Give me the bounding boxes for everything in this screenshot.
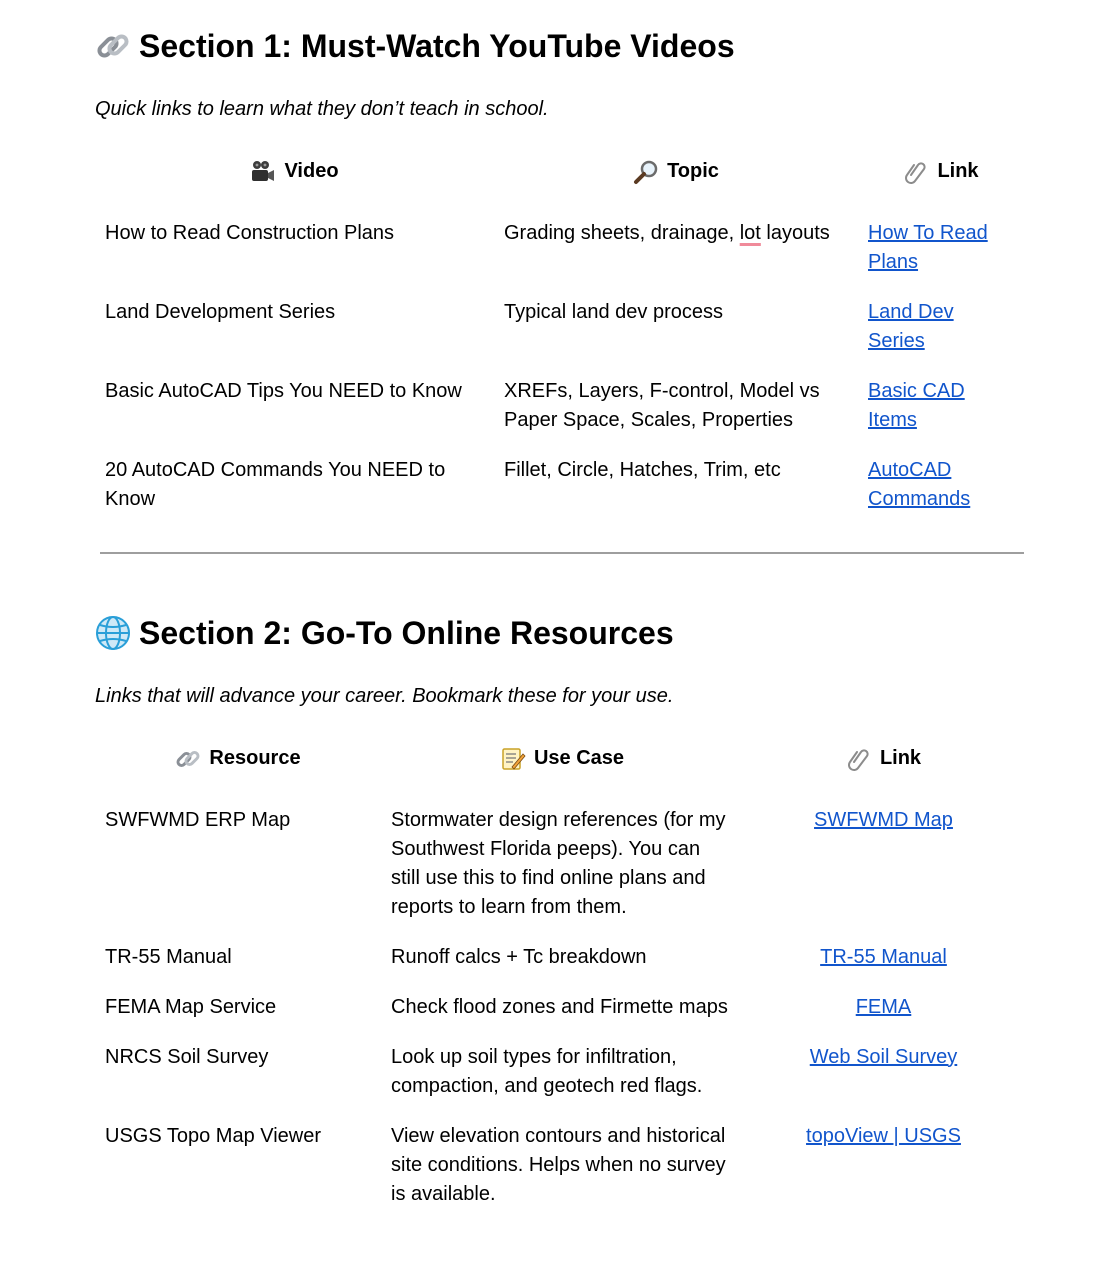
section-divider [100, 552, 1024, 554]
video-topic: Typical land dev process [504, 300, 724, 323]
resources-table [95, 744, 1024, 1230]
videos-header-row [95, 157, 1024, 219]
table-row [95, 1122, 1024, 1230]
link-land-dev-series[interactable]: Land Dev Series [868, 300, 954, 352]
table-row [95, 943, 1024, 993]
header-link: Link [879, 747, 922, 769]
resource-name: USGS Topo Map Viewer [105, 1124, 322, 1147]
table-row [95, 298, 1024, 377]
topic-text: Grading sheets, drainage, [504, 221, 740, 244]
resource-use-case: Runoff calcs + Tc breakdown [391, 945, 647, 968]
resource-name: TR-55 Manual [105, 945, 232, 968]
video-title: How to Read Construction Plans [105, 221, 395, 244]
table-row [95, 219, 1024, 298]
movie-camera-icon [250, 159, 276, 185]
resources-header-row [95, 744, 1024, 806]
link-icon [175, 746, 201, 772]
section2-subtitle: Links that will advance your career. Bookmark these for your use. [95, 685, 674, 707]
table-row [95, 993, 1024, 1043]
section1-heading [95, 26, 735, 66]
resource-use-case: View elevation contours and historical site conditions. Helps when no survey is available. [391, 1124, 726, 1205]
table-row [95, 456, 1024, 535]
resource-use-case: Stormwater design references (for my Southwest Florida peeps). You can still use this to find online plans and reports to learn from them. [391, 808, 726, 918]
section1-title: Section 1: Must-Watch YouTube Videos [139, 28, 735, 64]
video-title: 20 AutoCAD Commands You NEED to Know [105, 458, 446, 510]
video-title: Basic AutoCAD Tips You NEED to Know [105, 379, 462, 402]
link-icon [95, 28, 131, 64]
link-web-soil-survey[interactable]: Web Soil Survey [809, 1045, 958, 1068]
header-link: Link [937, 160, 979, 182]
paperclip-icon [903, 159, 929, 185]
link-basic-cad-items[interactable]: Basic CAD Items [868, 379, 965, 431]
video-topic: XREFs, Layers, F-control, Model vs Paper Space, Scales, Properties [504, 379, 820, 431]
videos-table [95, 157, 1024, 535]
table-row [95, 1043, 1024, 1122]
link-fema[interactable]: FEMA [855, 995, 912, 1018]
resource-name: FEMA Map Service [105, 995, 277, 1018]
table-row [95, 377, 1024, 456]
memo-icon [500, 746, 526, 772]
link-how-to-read-plans[interactable]: How To Read Plans [868, 221, 988, 273]
resource-name: NRCS Soil Survey [105, 1045, 269, 1068]
globe-icon [95, 615, 131, 651]
magnifier-icon [633, 159, 659, 185]
header-use-case: Use Case [533, 747, 625, 769]
section2-title: Section 2: Go-To Online Resources [139, 615, 674, 651]
table-row [95, 806, 1024, 943]
paperclip-icon [846, 746, 872, 772]
video-topic: Fillet, Circle, Hatches, Trim, etc [504, 458, 781, 481]
topic-text-end: layouts [760, 221, 830, 244]
link-autocad-commands[interactable]: AutoCAD Commands [868, 458, 971, 510]
header-topic: Topic [667, 160, 719, 182]
resource-use-case: Check flood zones and Firmette maps [391, 995, 728, 1018]
link-topoview-usgs[interactable]: topoView | USGS [806, 1124, 961, 1147]
section2-heading [95, 613, 674, 653]
section1-subtitle: Quick links to learn what they don’t teach in school. [95, 98, 549, 120]
header-resource: Resource [209, 747, 301, 769]
video-title: Land Development Series [105, 300, 336, 323]
link-tr-55-manual[interactable]: TR-55 Manual [820, 945, 947, 968]
resource-name: SWFWMD ERP Map [105, 808, 291, 831]
video-topic [494, 219, 858, 298]
header-video: Video [284, 160, 339, 182]
resource-use-case: Look up soil types for infiltration, compaction, and geotech red flags. [391, 1045, 703, 1097]
link-swfwmd-map[interactable]: SWFWMD Map [814, 808, 953, 831]
spellcheck-flagged-word[interactable]: lot [739, 221, 761, 244]
